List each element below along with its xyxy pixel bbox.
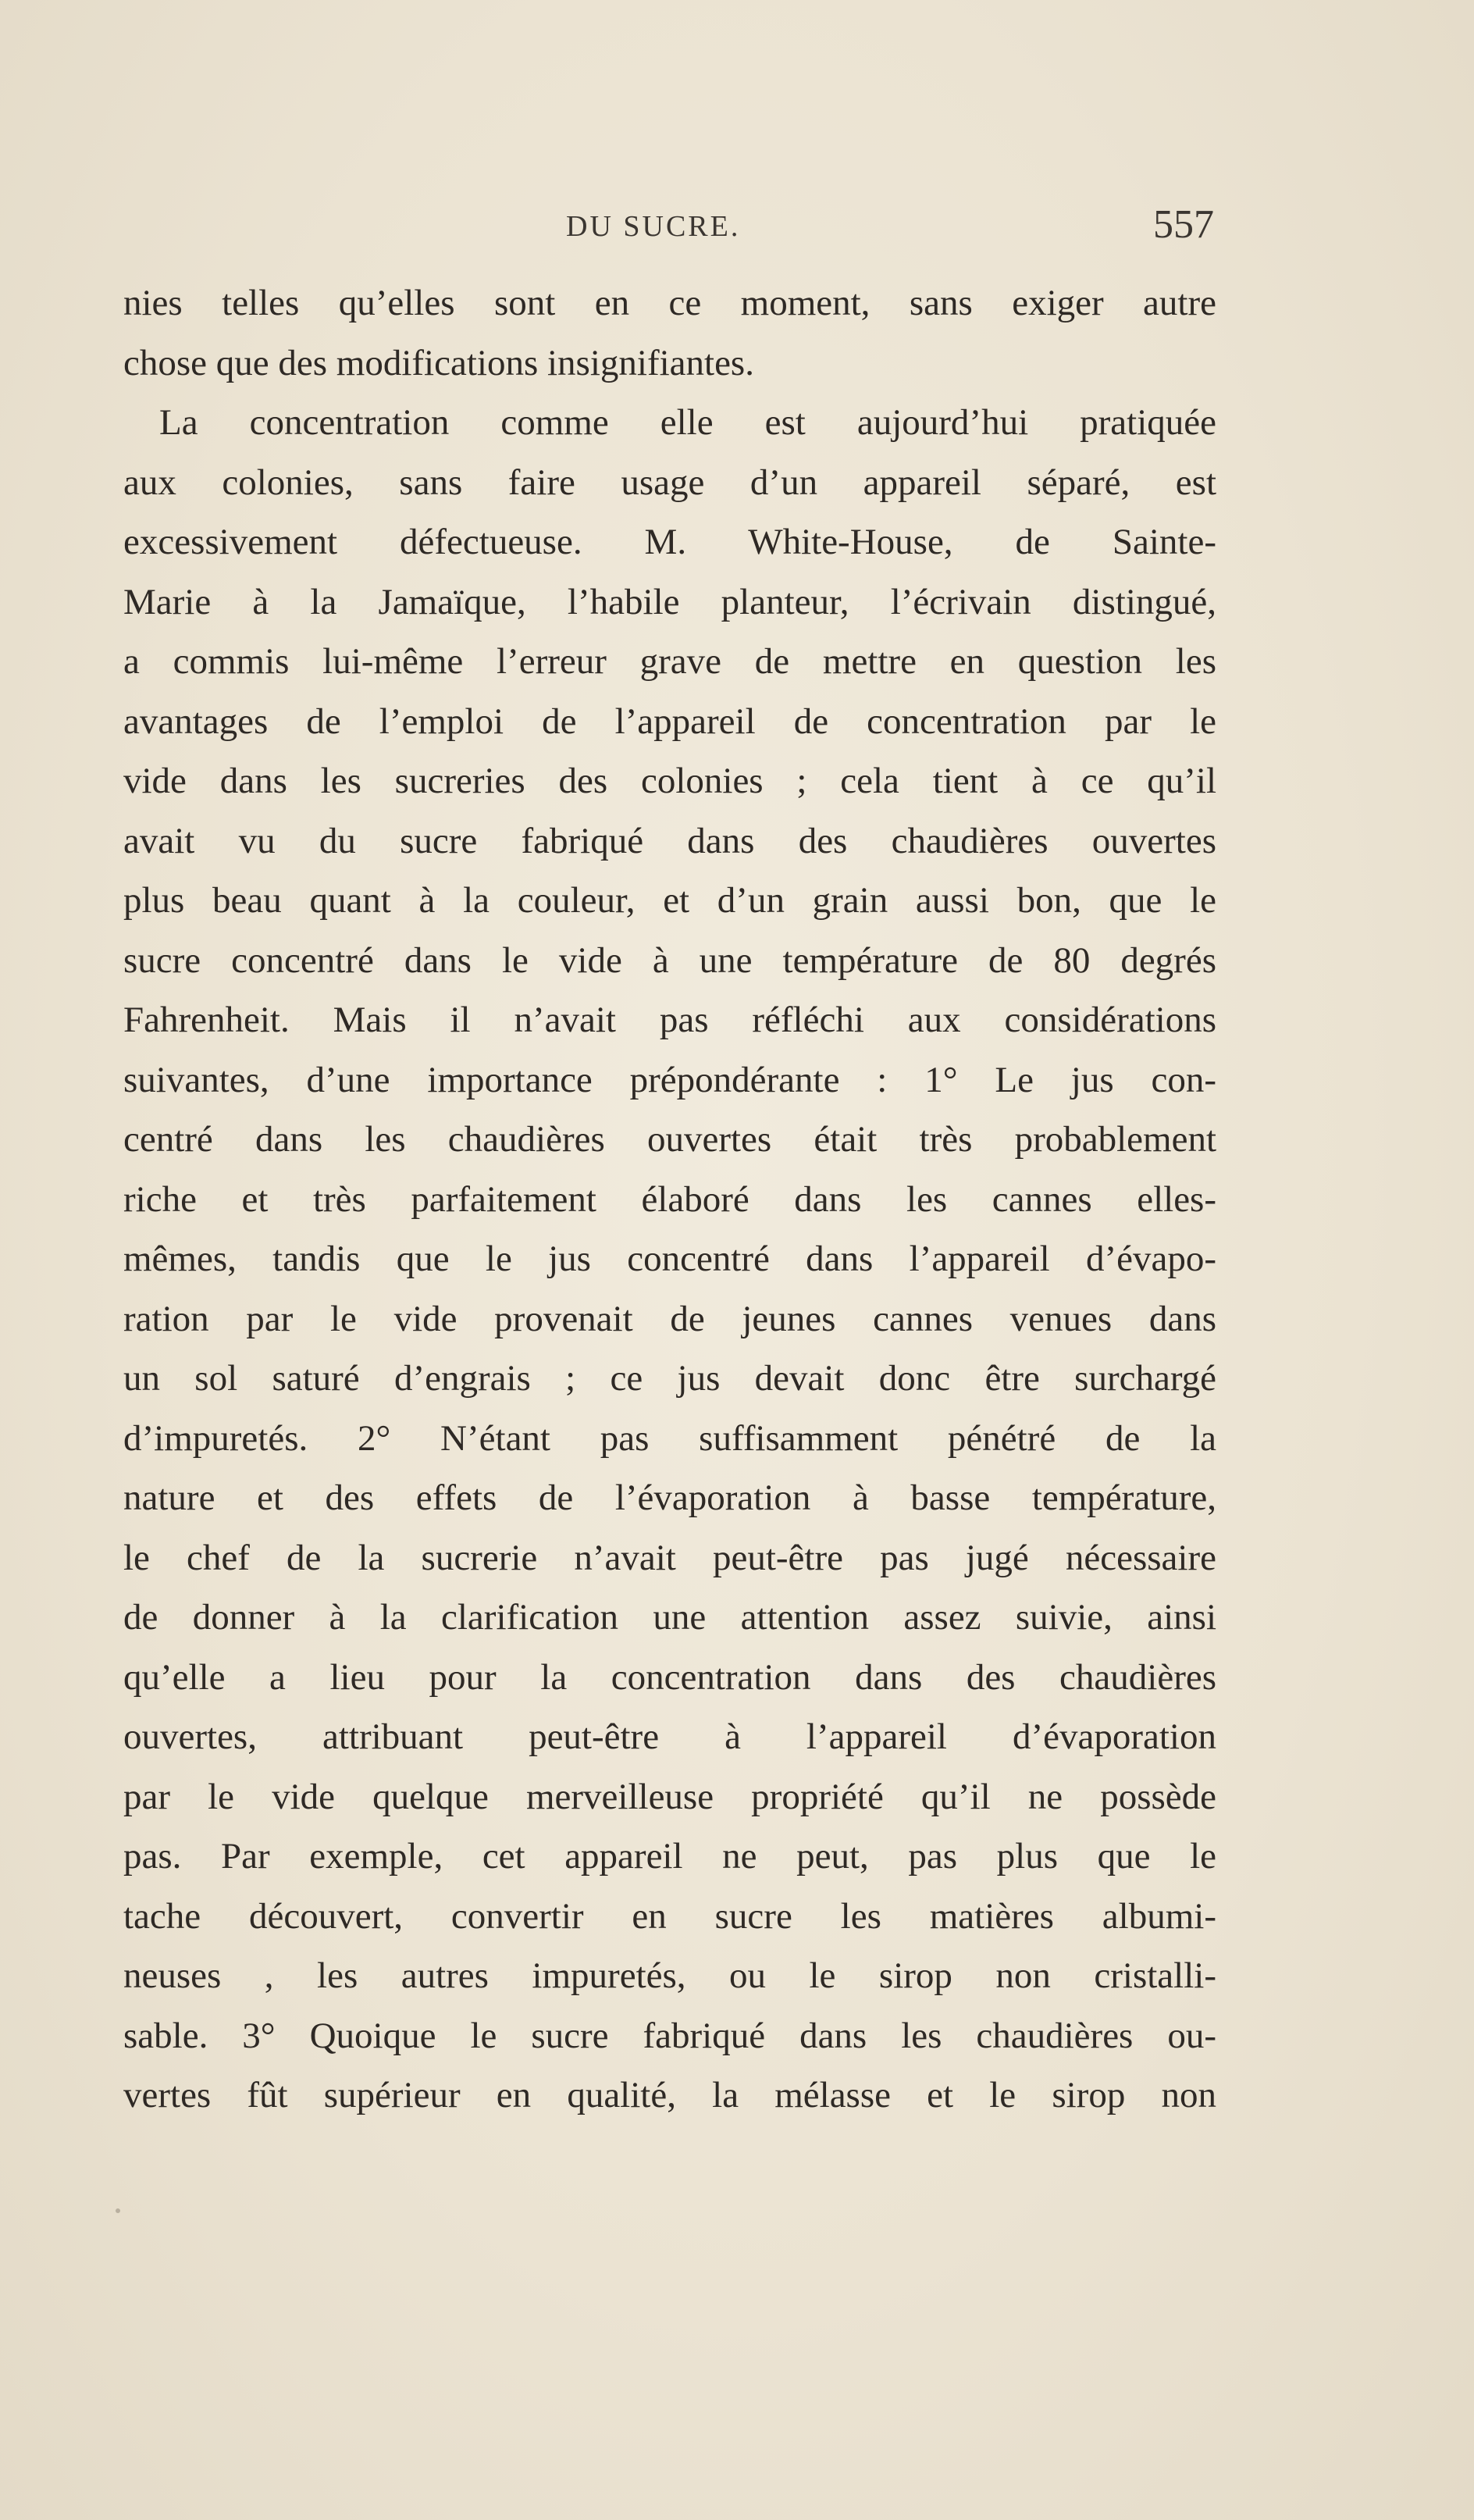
text-line: aux colonies, sans faire usage d’un appareil séparé, est: [123, 462, 1216, 503]
text-line: chose que des modifications insignifiantes.: [123, 342, 754, 383]
text-line: un sol saturé d’engrais ; ce jus devait donc être surchargé: [123, 1358, 1216, 1399]
text-line: par le vide quelque merveilleuse propriété qu’il ne possède: [123, 1776, 1216, 1817]
text-line: La concentration comme elle est aujourd’hui pratiquée: [159, 402, 1216, 443]
text-line: vertes fût supérieur en qualité, la mélasse et le sirop non: [123, 2075, 1216, 2115]
text-line: ouvertes, attribuant peut-être à l’appareil d’évaporation: [123, 1716, 1216, 1757]
paper-speck: [116, 2208, 120, 2213]
text-line: d’impuretés. 2° N’étant pas suffisamment pénétré de la: [123, 1417, 1216, 1459]
text-line: qu’elle a lieu pour la concentration dans des chaudières: [123, 1656, 1216, 1698]
running-head: [125, 202, 1214, 256]
text-line: neuses , les autres impuretés, ou le sirop non cristalli-: [123, 1955, 1216, 1996]
text-line: ration par le vide provenait de jeunes cannes venues dans: [123, 1298, 1216, 1339]
text-line: excessivement défectueuse. M. White-House, de Sainte-: [123, 522, 1216, 562]
body-text: [123, 273, 1216, 2126]
text-line: mêmes, tandis que le jus concentré dans l’appareil d’évapo-: [123, 1239, 1216, 1279]
text-line: de donner à la clarification une attention assez suivie, ainsi: [123, 1597, 1216, 1638]
page-number: 557: [1153, 202, 1214, 247]
running-title: DU SUCRE.: [566, 210, 741, 243]
text-line: nies telles qu’elles sont en ce moment, sans exiger autre: [123, 283, 1216, 323]
text-line: tache découvert, convertir en sucre les matières albumi-: [123, 1895, 1216, 1937]
text-line: nature et des effets de l’évaporation à basse température,: [123, 1477, 1216, 1518]
text-line: centré dans les chaudières ouvertes était très probablement: [123, 1119, 1216, 1160]
text-line: Fahrenheit. Mais il n’avait pas réfléchi aux considérations: [123, 1000, 1216, 1040]
text-line: Marie à la Jamaïque, l’habile planteur, l’écrivain distingué,: [123, 581, 1216, 622]
text-line: sable. 3° Quoique le sucre fabriqué dans les chaudières ou-: [123, 2015, 1216, 2056]
text-line: pas. Par exemple, cet appareil ne peut, pas plus que le: [123, 1836, 1216, 1877]
text-line: avantages de l’emploi de l’appareil de concentration par le: [123, 700, 1216, 742]
text-line: plus beau quant à la couleur, et d’un grain aussi bon, que le: [123, 880, 1216, 921]
text-line: avait vu du sucre fabriqué dans des chaudières ouvertes: [123, 820, 1216, 861]
text-line: a commis lui-même l’erreur grave de mettre en question les: [123, 641, 1216, 682]
text-line: suivantes, d’une importance prépondérante : 1° Le jus con-: [123, 1059, 1216, 1100]
text-line: riche et très parfaitement élaboré dans les cannes elles-: [123, 1178, 1216, 1220]
text-line: le chef de la sucrerie n’avait peut-être pas jugé nécessaire: [123, 1537, 1216, 1578]
text-line: sucre concentré dans le vide à une température de 80 degrés: [123, 939, 1216, 981]
text-line: vide dans les sucreries des colonies ; cela tient à ce qu’il: [123, 761, 1216, 801]
